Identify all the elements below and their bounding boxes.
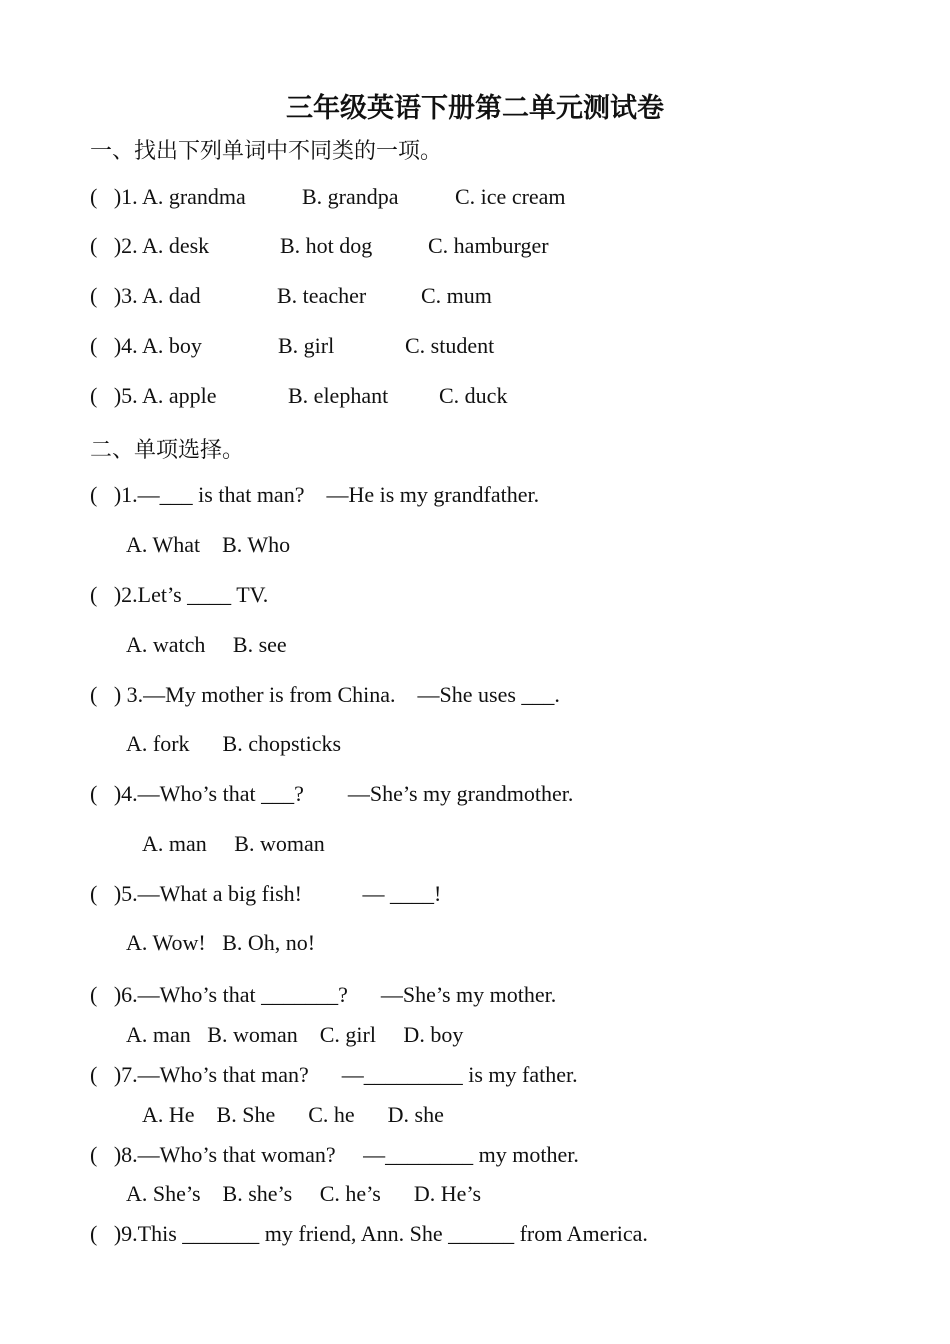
s2-question-6-options: A. man B. woman C. girl D. boy: [126, 1022, 464, 1047]
s1-item-3-b: B. teacher: [277, 283, 367, 308]
s1-item-2-b: B. hot dog: [280, 233, 373, 258]
s2-question-8: ( )8.—Who’s that woman? —________ my mother.: [90, 1142, 579, 1167]
section-1-heading: 一、找出下列单词中不同类的一项。: [90, 139, 443, 164]
s2-question-4: ( )4.—Who’s that ___? —She’s my grandmother.: [90, 781, 574, 806]
s2-question-5-options: A. Wow! B. Oh, no!: [126, 930, 316, 955]
section-2-heading: 二、单项选择。: [90, 438, 245, 463]
page-title: 三年级英语下册第二单元测试卷: [286, 93, 664, 124]
s1-item-4-a: ( )4. A. boy: [90, 333, 202, 358]
s2-question-8-options: A. She’s B. she’s C. he’s D. He’s: [126, 1181, 482, 1206]
s1-item-2-a: ( )2. A. desk: [90, 233, 210, 258]
s2-question-2-options: A. watch B. see: [126, 632, 287, 657]
s1-item-4-b: B. girl: [278, 333, 335, 358]
s1-item-3-c: C. mum: [421, 283, 492, 308]
s2-question-1-options: A. What B. Who: [126, 532, 291, 557]
s2-question-1: ( )1.—___ is that man? —He is my grandfather.: [90, 482, 540, 507]
s2-question-5: ( )5.—What a big fish! — ____!: [90, 881, 442, 906]
s2-question-4-options: A. man B. woman: [142, 831, 325, 856]
s1-item-1-a: ( )1. A. grandma: [90, 184, 246, 209]
s2-question-2: ( )2.Let’s ____ TV.: [90, 582, 269, 607]
s2-question-9: ( )9.This _______ my friend, Ann. She ______ from America.: [90, 1221, 648, 1246]
s1-item-1-c: C. ice cream: [455, 184, 566, 209]
s2-question-6: ( )6.—Who’s that _______? —She’s my mother.: [90, 982, 557, 1007]
s2-question-3-options: A. fork B. chopsticks: [126, 731, 342, 756]
s2-question-7: ( )7.—Who’s that man? —_________ is my father.: [90, 1062, 578, 1087]
s2-question-3: ( ) 3.—My mother is from China. —She uses ___.: [90, 682, 560, 707]
s1-item-3-a: ( )3. A. dad: [90, 283, 201, 308]
s1-item-4-c: C. student: [405, 333, 495, 358]
s2-question-7-options: A. He B. She C. he D. she: [142, 1102, 444, 1127]
s1-item-1-b: B. grandpa: [302, 184, 399, 209]
s1-item-5-a: ( )5. A. apple: [90, 383, 217, 408]
s1-item-5-b: B. elephant: [288, 383, 389, 408]
s1-item-5-c: C. duck: [439, 383, 508, 408]
s1-item-2-c: C. hamburger: [428, 233, 549, 258]
